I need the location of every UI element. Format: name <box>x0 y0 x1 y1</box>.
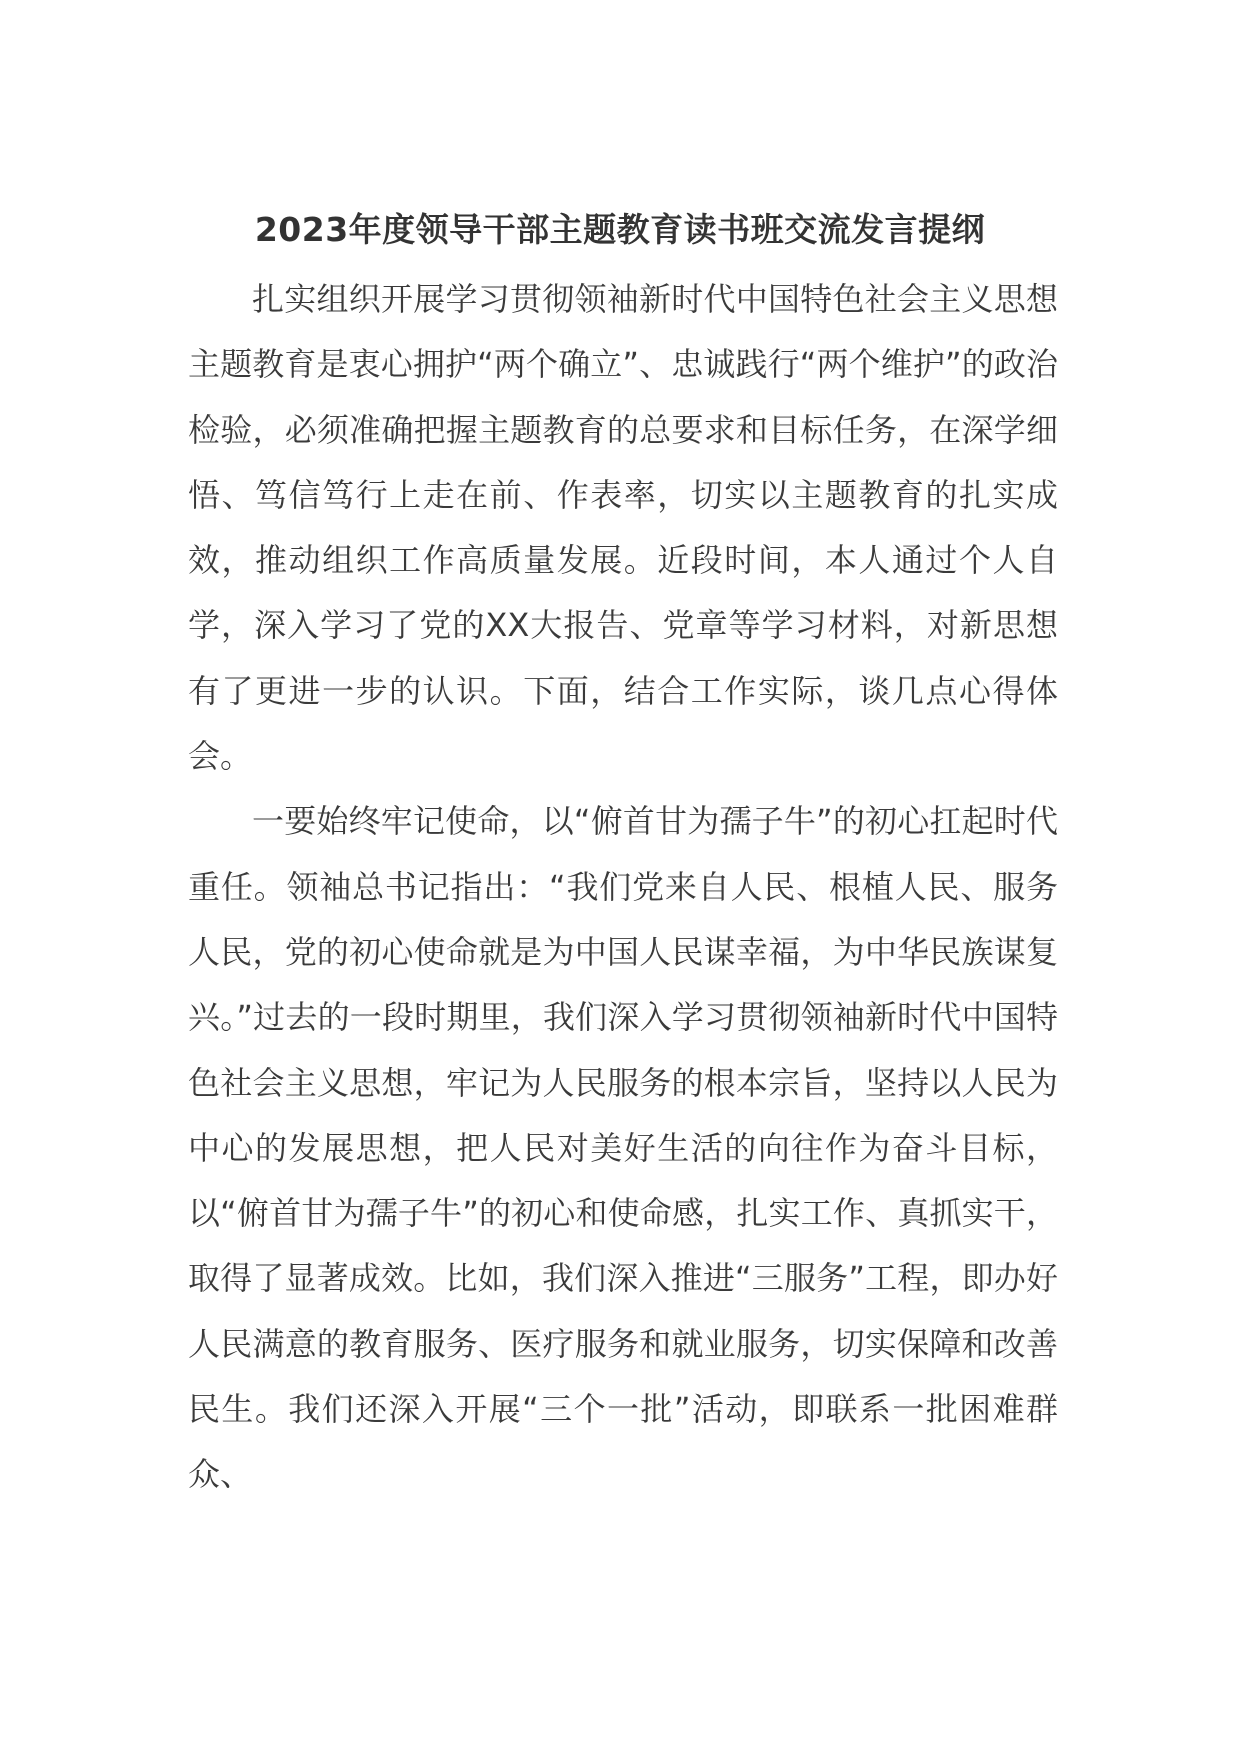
paragraph-intro: 扎实组织开展学习贯彻领袖新时代中国特色社会主义思想主题教育是衷心拥护“两个确立”、忠诚践行“两个维护”的政治检验，必须准确把握主题教育的总要求和目标任务，在深学细悟、笃信笃行上走在前、作表率，切实以主题教育的扎实成效，推动组织工作高质量发展。近段时间，本人通过个人自学，深入学习了党的XX大报告、党章等学习材料，对新思想有了更进一步的认识。下面，结合工作实际，谈几点心得体会。 <box>188 280 1058 776</box>
document-body <box>188 267 1058 1508</box>
paragraph-point-one: 一要始终牢记使命，以“俯首甘为孺子牛”的初心扛起时代重任。领袖总书记指出：“我们党来自人民、根植人民、服务人民，党的初心使命就是为中国人民谋幸福，为中华民族谋复兴。”过去的一段时期里，我们深入学习贯彻领袖新时代中国特色社会主义思想，牢记为人民服务的根本宗旨，坚持以人民为中心的发展思想，把人民对美好生活的向往作为奋斗目标，以“俯首甘为孺子牛”的初心和使命感，扎实工作、真抓实干，取得了显著成效。比如，我们深入推进“三服务”工程，即办好人民满意的教育服务、医疗服务和就业服务，切实保障和改善民生。我们还深入开展“三个一批”活动，即联系一批困难群众、 <box>188 802 1058 1494</box>
document-title: 2023年度领导干部主题教育读书班交流发言提纲 <box>254 210 986 249</box>
